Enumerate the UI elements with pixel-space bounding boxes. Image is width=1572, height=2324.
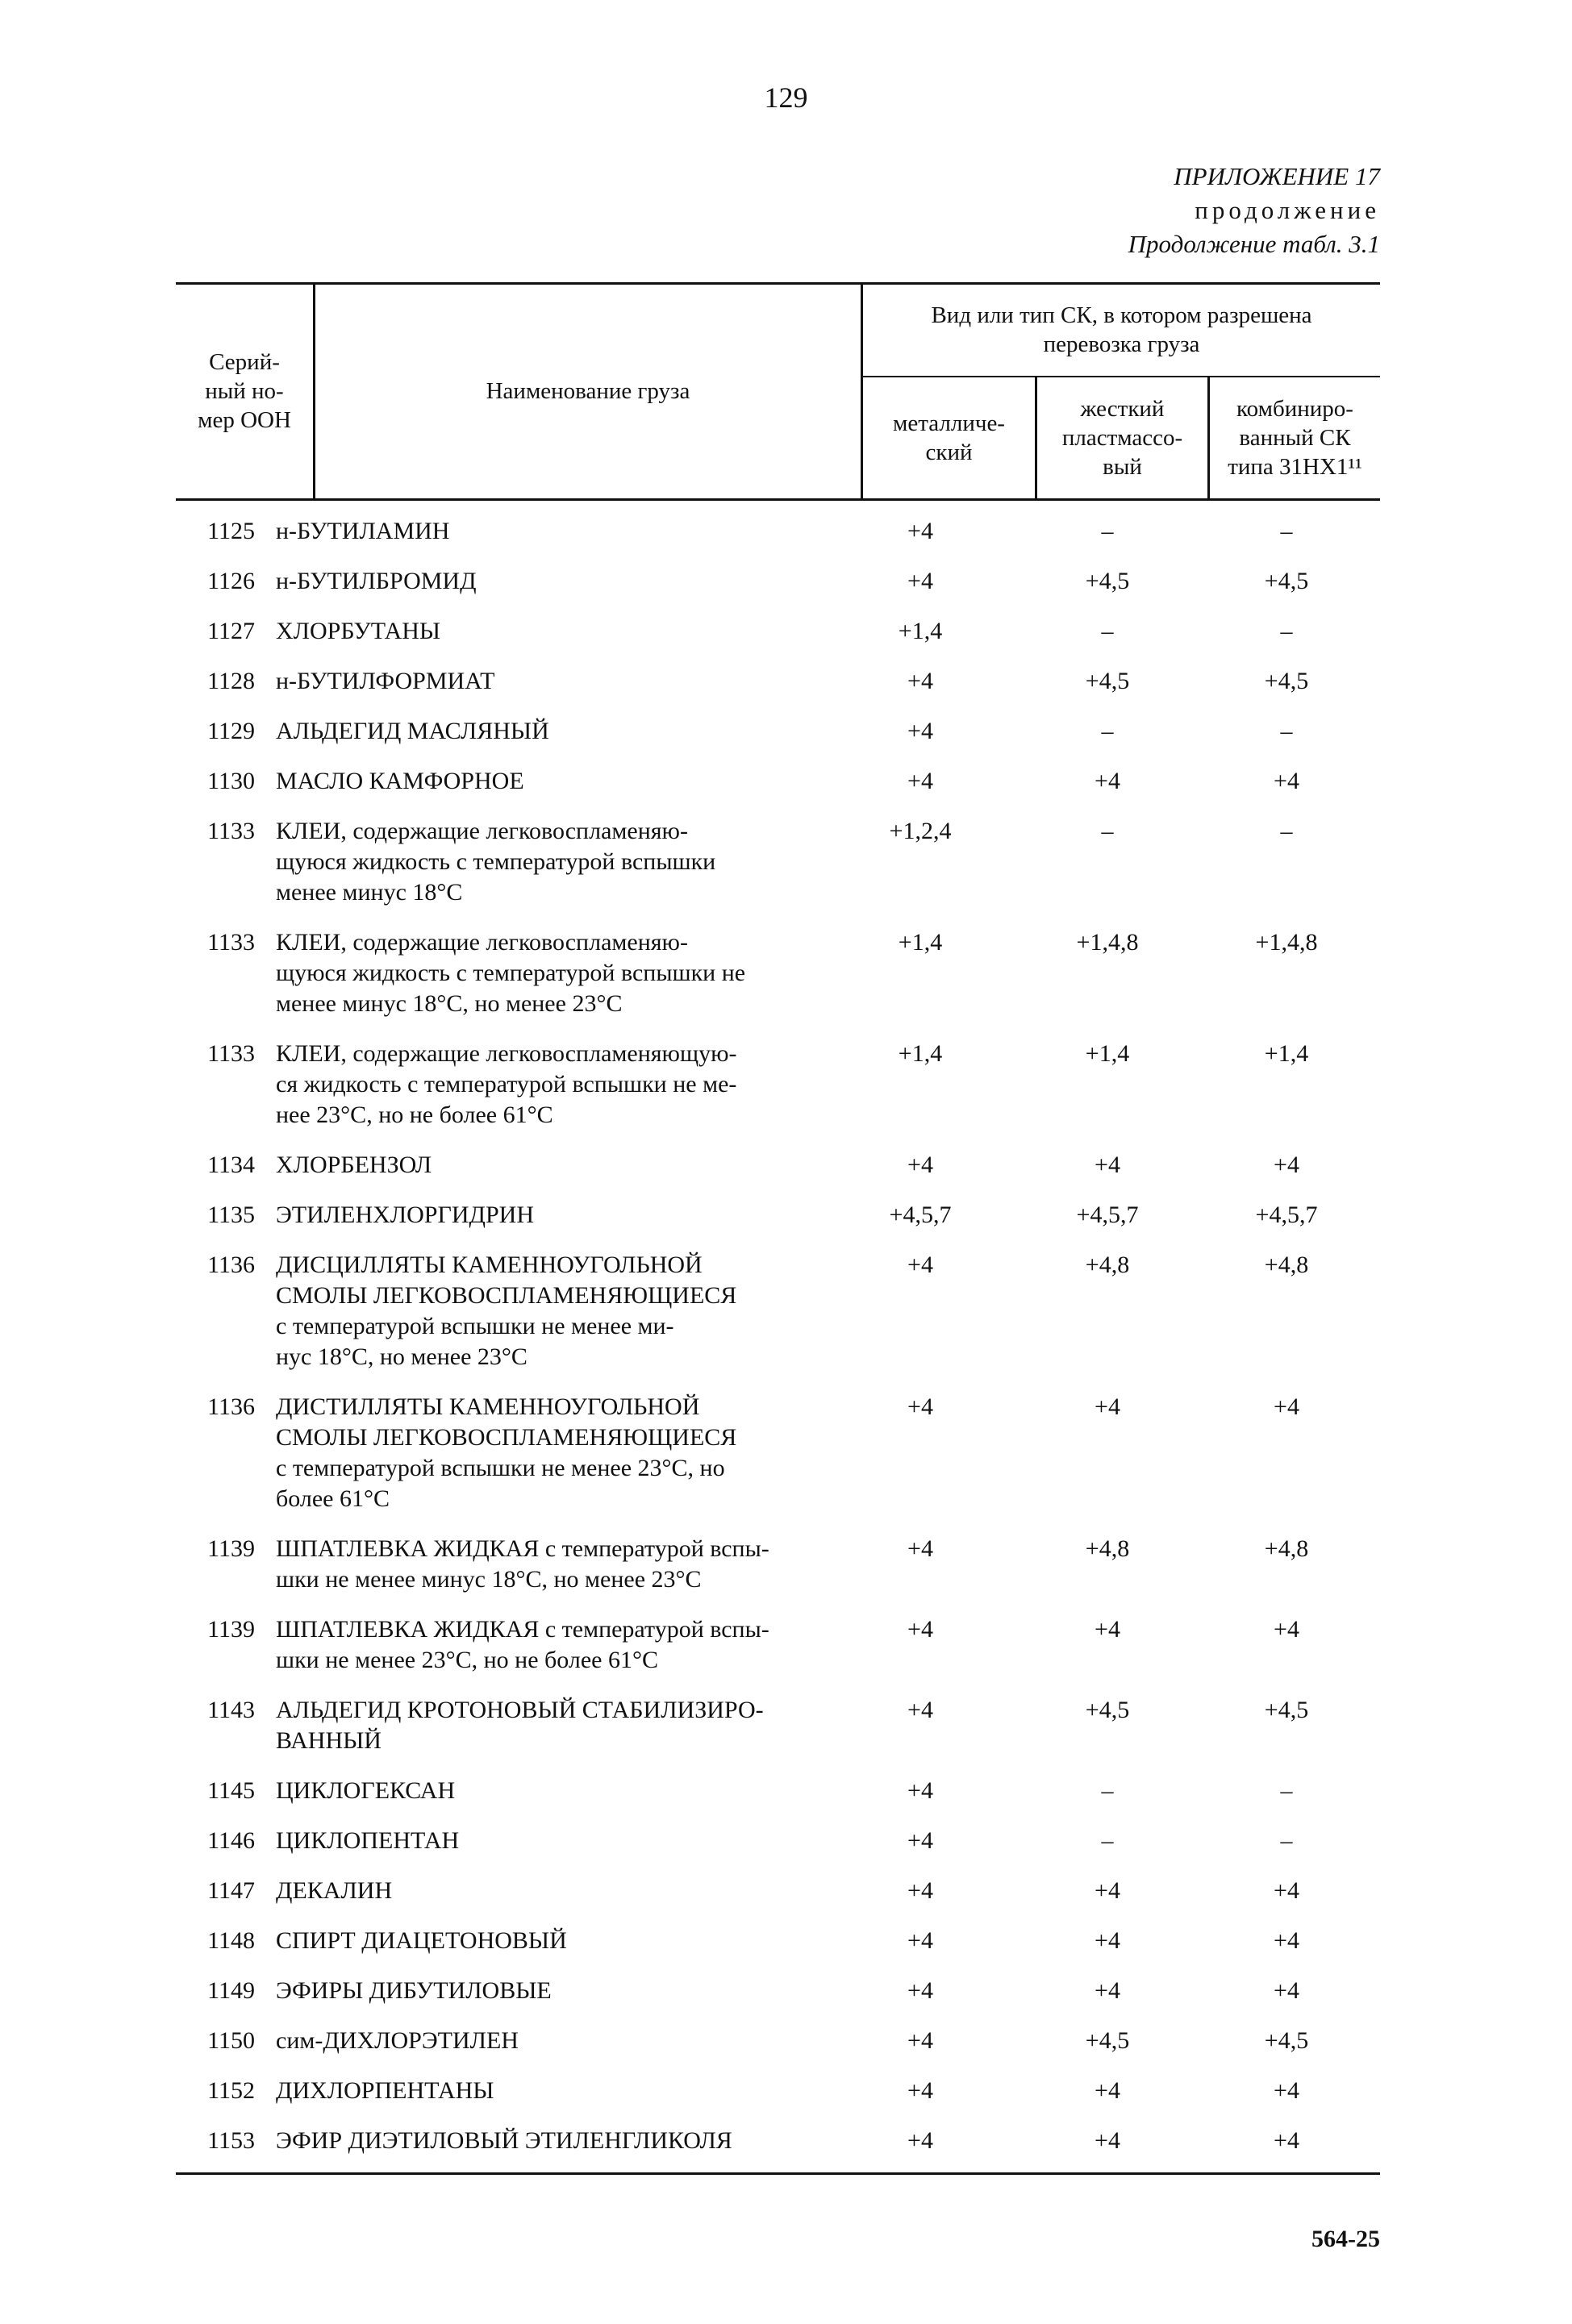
table-row bbox=[176, 1614, 1380, 1695]
composite-cell: +4 bbox=[1274, 2077, 1299, 2104]
metal-cell: +4 bbox=[907, 2127, 933, 2154]
metal-cell: +4 bbox=[907, 1697, 933, 1723]
serial-number-cell: 1125 bbox=[207, 518, 255, 544]
serial-number-cell: 1136 bbox=[207, 1252, 255, 1278]
metal-cell: +1,2,4 bbox=[889, 818, 952, 844]
cargo-name-cell: ДИСЦИЛЛЯТЫ КАМЕННОУГОЛЬНОЙ СМОЛЫ ЛЕГКОВОСПЛАМЕНЯЮЩИЕСЯ с температурой вспышки не менее ми- нус 18°С, но менее 23°С bbox=[276, 1252, 737, 1370]
composite-cell: +4 bbox=[1274, 1877, 1299, 1904]
composite-cell: – bbox=[1280, 718, 1293, 744]
rigid-plastic-cell: +4,5 bbox=[1085, 668, 1130, 694]
rigid-plastic-cell: – bbox=[1101, 818, 1114, 844]
composite-cell: +4 bbox=[1274, 1927, 1299, 1954]
rigid-plastic-cell: +4,8 bbox=[1085, 1252, 1130, 1278]
rigid-plastic-cell: +4,5 bbox=[1085, 2027, 1130, 2054]
cargo-name-cell: ЦИКЛОПЕНТАН bbox=[276, 1827, 460, 1854]
serial-number-cell: 1133 bbox=[207, 1040, 255, 1067]
rigid-plastic-cell: +4 bbox=[1095, 2077, 1120, 2104]
cargo-name-cell: н-БУТИЛБРОМИД bbox=[276, 568, 477, 594]
cargo-name-cell: ДИХЛОРПЕНТАНЫ bbox=[276, 2077, 494, 2104]
serial-number-cell: 1133 bbox=[207, 818, 255, 844]
rigid-plastic-cell: +4 bbox=[1095, 2127, 1120, 2154]
table-row bbox=[176, 516, 1380, 566]
cargo-name-cell: ХЛОРБУТАНЫ bbox=[276, 618, 441, 644]
rigid-plastic-cell: +4 bbox=[1095, 1877, 1120, 1904]
rigid-plastic-cell: +4 bbox=[1095, 1616, 1120, 1643]
composite-cell: +4,8 bbox=[1264, 1535, 1309, 1562]
composite-cell: +4,5 bbox=[1264, 2027, 1309, 2054]
header-serial-number: Серий- ный но- мер ООН bbox=[198, 349, 291, 433]
composite-cell: +4 bbox=[1274, 1152, 1299, 1178]
metal-cell: +4 bbox=[907, 2077, 933, 2104]
serial-number-cell: 1129 bbox=[207, 718, 255, 744]
metal-cell: +4 bbox=[907, 1877, 933, 1904]
table-row bbox=[176, 616, 1380, 666]
cargo-name-cell: ЭФИР ДИЭТИЛОВЫЙ ЭТИЛЕНГЛИКОЛЯ bbox=[276, 2127, 732, 2154]
page-number: 129 bbox=[764, 81, 808, 114]
cargo-name-cell: сим-ДИХЛОРЭТИЛЕН bbox=[276, 2027, 519, 2054]
table-row bbox=[176, 666, 1380, 716]
composite-cell: +4 bbox=[1274, 1393, 1299, 1420]
serial-number-cell: 1126 bbox=[207, 568, 255, 594]
table-row bbox=[176, 2026, 1380, 2076]
header-container-type: Вид или тип СК, в котором разрешена перевозка груза bbox=[931, 302, 1312, 357]
composite-cell: +4 bbox=[1274, 1616, 1299, 1643]
composite-cell: +4,5 bbox=[1264, 1697, 1309, 1723]
cargo-name-cell: ЦИКЛОГЕКСАН bbox=[276, 1777, 456, 1804]
composite-cell: +4 bbox=[1274, 2127, 1299, 2154]
table-row bbox=[176, 1200, 1380, 1250]
serial-number-cell: 1139 bbox=[207, 1535, 255, 1562]
metal-cell: +4,5,7 bbox=[889, 1202, 952, 1228]
serial-number-cell: 1130 bbox=[207, 768, 255, 794]
header-bottom-rule bbox=[176, 498, 1380, 501]
table-row bbox=[176, 2076, 1380, 2126]
table-body bbox=[176, 516, 1380, 2176]
metal-cell: +4 bbox=[907, 1827, 933, 1854]
serial-number-cell: 1133 bbox=[207, 929, 255, 956]
cargo-name-cell: н-БУТИЛФОРМИАТ bbox=[276, 668, 495, 694]
table-row bbox=[176, 1695, 1380, 1776]
metal-cell: +1,4 bbox=[898, 618, 943, 644]
table-row bbox=[176, 816, 1380, 927]
metal-cell: +1,4 bbox=[898, 929, 943, 956]
composite-cell: +4,5 bbox=[1264, 668, 1309, 694]
cargo-name-cell: ШПАТЛЕВКА ЖИДКАЯ с температурой вспы- шки не менее минус 18°С, но менее 23°С bbox=[276, 1535, 769, 1593]
composite-cell: +1,4 bbox=[1264, 1040, 1309, 1067]
serial-number-cell: 1143 bbox=[207, 1697, 255, 1723]
rigid-plastic-cell: +1,4,8 bbox=[1076, 929, 1139, 956]
table-row bbox=[176, 2126, 1380, 2176]
composite-cell: – bbox=[1280, 618, 1293, 644]
header-metal: металличе- ский bbox=[893, 410, 1005, 465]
metal-cell: +4 bbox=[907, 668, 933, 694]
metal-cell: +4 bbox=[907, 1616, 933, 1643]
rigid-plastic-cell: +1,4 bbox=[1085, 1040, 1130, 1067]
serial-number-cell: 1147 bbox=[207, 1877, 255, 1904]
serial-number-cell: 1149 bbox=[207, 1977, 255, 2004]
table-row bbox=[176, 1926, 1380, 1976]
cargo-name-cell: СПИРТ ДИАЦЕТОНОВЫЙ bbox=[276, 1927, 567, 1954]
rigid-plastic-cell: +4,8 bbox=[1085, 1535, 1130, 1562]
serial-number-cell: 1134 bbox=[207, 1152, 255, 1178]
appendix-continuation: продолжение bbox=[1195, 196, 1380, 224]
rigid-plastic-cell: +4 bbox=[1095, 1977, 1120, 2004]
table-row bbox=[176, 566, 1380, 616]
rigid-plastic-cell: +4 bbox=[1095, 1393, 1120, 1420]
cargo-name-cell: ЭТИЛЕНХЛОРГИДРИН bbox=[276, 1202, 534, 1228]
metal-cell: +4 bbox=[907, 1152, 933, 1178]
table-reference: Продолжение табл. 3.1 bbox=[1128, 230, 1380, 258]
rigid-plastic-cell: +4 bbox=[1095, 1927, 1120, 1954]
serial-number-cell: 1148 bbox=[207, 1927, 255, 1954]
metal-cell: +4 bbox=[907, 2027, 933, 2054]
rigid-plastic-cell: +4,5 bbox=[1085, 568, 1130, 594]
composite-cell: +4,5 bbox=[1264, 568, 1309, 594]
table-row bbox=[176, 1826, 1380, 1876]
footer-code: 564-25 bbox=[1311, 2226, 1380, 2252]
cargo-name-cell: АЛЬДЕГИД КРОТОНОВЫЙ СТАБИЛИЗИРО- ВАННЫЙ bbox=[276, 1697, 764, 1754]
serial-number-cell: 1135 bbox=[207, 1202, 255, 1228]
rigid-plastic-cell: – bbox=[1101, 718, 1114, 744]
rigid-plastic-cell: +4 bbox=[1095, 1152, 1120, 1178]
composite-cell: +4 bbox=[1274, 768, 1299, 794]
table-row bbox=[176, 1039, 1380, 1150]
composite-cell: +1,4,8 bbox=[1255, 929, 1318, 956]
cargo-name-cell: ЭФИРЫ ДИБУТИЛОВЫЕ bbox=[276, 1977, 552, 2004]
serial-number-cell: 1146 bbox=[207, 1827, 255, 1854]
table-row bbox=[176, 1534, 1380, 1614]
serial-number-cell: 1128 bbox=[207, 668, 255, 694]
cargo-name-cell: АЛЬДЕГИД МАСЛЯНЫЙ bbox=[276, 718, 549, 744]
rigid-plastic-cell: – bbox=[1101, 1827, 1114, 1854]
metal-cell: +4 bbox=[907, 1777, 933, 1804]
table-row bbox=[176, 927, 1380, 1039]
cargo-name-cell: ШПАТЛЕВКА ЖИДКАЯ с температурой вспы- шки не менее 23°С, но не более 61°С bbox=[276, 1616, 769, 1673]
table-row bbox=[176, 716, 1380, 766]
table-row bbox=[176, 1392, 1380, 1534]
rigid-plastic-cell: – bbox=[1101, 618, 1114, 644]
metal-cell: +4 bbox=[907, 1977, 933, 2004]
cargo-name-cell: КЛЕИ, содержащие легковоспламеняю- щуюся жидкость с температурой вспышки менее минус 18°С bbox=[276, 818, 716, 906]
serial-number-cell: 1153 bbox=[207, 2127, 255, 2154]
rigid-plastic-cell: +4,5 bbox=[1085, 1697, 1130, 1723]
cargo-name-cell: КЛЕИ, содержащие легковоспламеняющую- ся жидкость с температурой вспышки не ме- нее 23°С, но не более 61°С bbox=[276, 1040, 737, 1128]
table-row bbox=[176, 1976, 1380, 2026]
header-cargo-name: Наименование груза bbox=[486, 378, 690, 404]
serial-number-cell: 1127 bbox=[207, 618, 255, 644]
appendix-header bbox=[1128, 160, 1380, 261]
metal-cell: +4 bbox=[907, 1535, 933, 1562]
serial-number-cell: 1150 bbox=[207, 2027, 255, 2054]
serial-number-cell: 1145 bbox=[207, 1777, 255, 1804]
table-row bbox=[176, 1876, 1380, 1926]
table-row bbox=[176, 1776, 1380, 1826]
header-composite: комбиниро- ванный СК типа 31НХ1¹¹ bbox=[1228, 396, 1362, 480]
metal-cell: +1,4 bbox=[898, 1040, 943, 1067]
metal-cell: +4 bbox=[907, 1927, 933, 1954]
rigid-plastic-cell: +4,5,7 bbox=[1076, 1202, 1139, 1228]
serial-number-cell: 1136 bbox=[207, 1393, 255, 1420]
composite-cell: – bbox=[1280, 1827, 1293, 1854]
table-row bbox=[176, 1150, 1380, 1200]
composite-cell: – bbox=[1280, 1777, 1293, 1804]
composite-cell: – bbox=[1280, 518, 1293, 544]
cargo-name-cell: МАСЛО КАМФОРНОЕ bbox=[276, 768, 524, 794]
cargo-name-cell: ДИСТИЛЛЯТЫ КАМЕННОУГОЛЬНОЙ СМОЛЫ ЛЕГКОВОСПЛАМЕНЯЮЩИЕСЯ с температурой вспышки не менее 23°С, но более 61°С bbox=[276, 1393, 737, 1512]
cargo-name-cell: КЛЕИ, содержащие легковоспламеняю- щуюся жидкость с температурой вспышки не менее минус 18°С, но менее 23°С bbox=[276, 929, 746, 1017]
cargo-name-cell: н-БУТИЛАМИН bbox=[276, 518, 450, 544]
composite-cell: +4 bbox=[1274, 1977, 1299, 2004]
header-rigid-plastic: жесткий пластмассо- вый bbox=[1061, 396, 1183, 480]
cargo-name-cell: ДЕКАЛИН bbox=[276, 1877, 393, 1904]
rigid-plastic-cell: +4 bbox=[1095, 768, 1120, 794]
metal-cell: +4 bbox=[907, 1393, 933, 1420]
cargo-name-cell: ХЛОРБЕНЗОЛ bbox=[276, 1152, 432, 1178]
metal-cell: +4 bbox=[907, 568, 933, 594]
composite-cell: +4,5,7 bbox=[1255, 1202, 1318, 1228]
rigid-plastic-cell: – bbox=[1101, 1777, 1114, 1804]
composite-cell: – bbox=[1280, 818, 1293, 844]
table-row bbox=[176, 766, 1380, 816]
metal-cell: +4 bbox=[907, 1252, 933, 1278]
serial-number-cell: 1152 bbox=[207, 2077, 255, 2104]
composite-cell: +4,8 bbox=[1264, 1252, 1309, 1278]
rigid-plastic-cell: – bbox=[1101, 518, 1114, 544]
metal-cell: +4 bbox=[907, 768, 933, 794]
table-bottom-rule bbox=[176, 2172, 1380, 2175]
metal-cell: +4 bbox=[907, 718, 933, 744]
metal-cell: +4 bbox=[907, 518, 933, 544]
appendix-title: ПРИЛОЖЕНИЕ 17 bbox=[1174, 162, 1380, 190]
serial-number-cell: 1139 bbox=[207, 1616, 255, 1643]
table-row bbox=[176, 1250, 1380, 1392]
